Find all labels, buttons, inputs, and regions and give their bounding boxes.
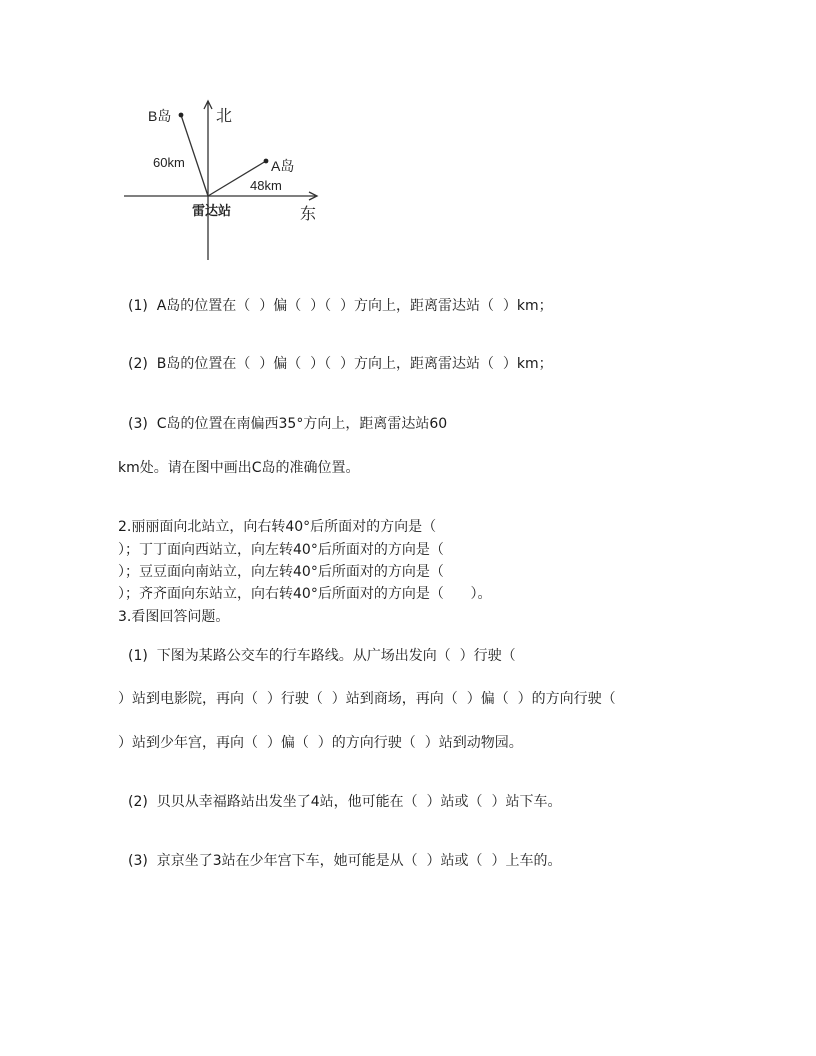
b-island-label: B岛 bbox=[148, 108, 172, 124]
a-island-label: A岛 bbox=[271, 158, 295, 174]
q2-line-2: ）；丁丁面向西站立，向左转40°后所面对的方向是（ bbox=[118, 542, 444, 558]
east-label: 东 bbox=[300, 206, 317, 223]
q2-line-1: 2.丽丽面向北站立，向右转40°后所面对的方向是（ bbox=[118, 519, 437, 535]
b-island-point bbox=[179, 113, 184, 118]
b-distance-label: 60km bbox=[153, 155, 185, 170]
q1-item-3-line-2: km处。请在图中画出C岛的准确位置。 bbox=[118, 460, 360, 476]
a-distance-label: 48km bbox=[250, 178, 282, 193]
q1-item-3-line-1: (3) C岛的位置在南偏西35°方向上，距离雷达站60 bbox=[128, 416, 448, 432]
b-island-ray bbox=[181, 115, 208, 196]
q1-item-2: (2) B岛的位置在（ ）偏（ ）（ ）方向上，距离雷达站（ ）km； bbox=[128, 356, 553, 372]
q2-line-3: ）；豆豆面向南站立，向左转40°后所面对的方向是（ bbox=[118, 564, 444, 580]
q3-item-3: (3) 京京坐了3站在少年宫下车，她可能是从（ ）站或（ ）上车的。 bbox=[128, 853, 562, 869]
q3-item-1-line-2: ）站到电影院，再向（ ）行驶（ ）站到商场，再向（ ）偏（ ）的方向行驶（ bbox=[118, 691, 616, 707]
q3-title: 3.看图回答问题。 bbox=[118, 609, 230, 625]
q3-item-1-line-1: (1) 下图为某路公交车的行车路线。从广场出发向（ ）行驶（ bbox=[128, 648, 516, 664]
q1-item-1: (1) A岛的位置在（ ）偏（ ）（ ）方向上，距离雷达站（ ）km； bbox=[128, 298, 553, 314]
q3-item-2: (2) 贝贝从幸福路站出发坐了4站，他可能在（ ）站或（ ）站下车。 bbox=[128, 794, 562, 810]
q2-line-4: ）；齐齐面向东站立，向右转40°后所面对的方向是（ ）。 bbox=[118, 586, 492, 602]
station-label: 雷达站 bbox=[192, 203, 232, 218]
north-label: 北 bbox=[216, 108, 233, 125]
radar-station-diagram bbox=[120, 95, 330, 265]
q3-item-1-line-3: ）站到少年宫，再向（ ）偏（ ）的方向行驶（ ）站到动物园。 bbox=[118, 735, 523, 751]
a-island-point bbox=[264, 159, 269, 164]
